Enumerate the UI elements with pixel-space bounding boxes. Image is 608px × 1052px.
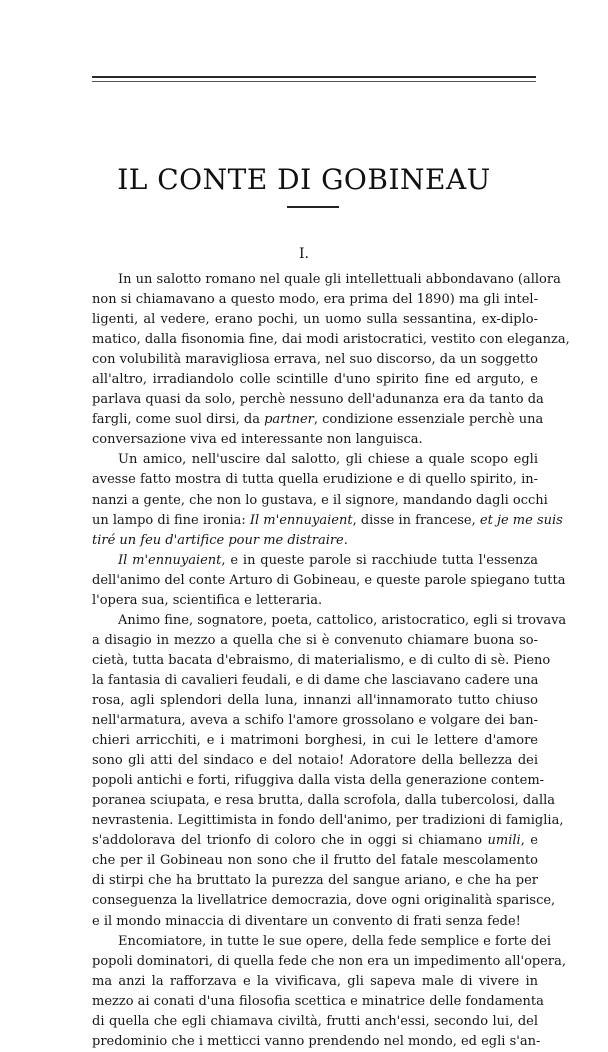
text-line: avesse fatto mostra di tutta quella erudizione e di quello spirito, in-: [92, 472, 538, 488]
text-line: a disagio in mezzo a quella che si è convenuto chiamare buona so-: [92, 632, 538, 648]
text-line: poranea sciupata, e resa brutta, dalla scrofola, dalla tubercolosi, dalla: [92, 793, 556, 809]
body-text: [92, 270, 570, 1052]
text-line: rosa, agli splendori della luna, innanzi all'innamorato tutto chiuso: [92, 692, 538, 708]
text-line: all'altro, irradiandolo colle scintille d'uno spirito fine ed arguto, e: [92, 372, 538, 388]
text-line: Encomiatore, in tutte le sue opere, della fede semplice e forte dei: [118, 933, 552, 949]
title-divider: [287, 206, 339, 208]
text-line: un lampo di fine ironia: Il m'ennuyaient, disse in francese, et je me suis: [92, 512, 563, 528]
text-line: che per il Gobineau non sono che il frutto del fatale mescolamento: [92, 853, 538, 869]
text-line: conseguenza la livellatrice democrazia, dove ogni originalità sparisce,: [92, 893, 556, 909]
paragraph: [92, 551, 566, 611]
text-line: popoli dominatori, di quella fede che non era un impedimento all'opera,: [92, 953, 567, 969]
text-line: l'opera sua, scientifica e letteraria.: [92, 592, 323, 608]
text-line: ma anzi la rafforzava e la vivificava, gli sapeva male di vivere in: [92, 973, 538, 989]
paragraph: [92, 932, 567, 1052]
text-line: predominio che i metticci vanno prendendo nel mondo, ed egli s'an-: [92, 1033, 541, 1049]
text-line: chieri arricchiti, e i matrimoni borghesi, in cui le lettere d'amore: [92, 733, 538, 749]
text-line: In un salotto romano nel quale gli intellettuali abbondavano (allora: [118, 272, 561, 287]
text-line: tiré un feu d'artifice pour me distraire.: [92, 532, 348, 548]
chapter-title: IL CONTE DI GOBINEAU: [117, 163, 491, 196]
header-rule-top: [92, 76, 536, 78]
text-line: la fantasia di cavalieri feudali, e di dame che lasciavano cadere una: [92, 672, 539, 688]
paragraph: [92, 450, 563, 550]
text-line: Il m'ennuyaient, e in queste parole si racchiude tutta l'essenza: [118, 552, 538, 568]
text-line: nevrastenia. Legittimista in fondo dell'animo, per tradizioni di famiglia,: [92, 813, 564, 829]
text-line: di stirpi che ha bruttato la purezza del sangue ariano, e che ha per: [92, 873, 538, 889]
text-line: popoli antichi e forti, rifuggiva dalla vista della generazione contem-: [92, 773, 545, 789]
text-line: nell'armatura, aveva a schifo l'amore grossolano e volgare dei ban-: [92, 713, 538, 729]
text-line: s'addolorava del trionfo di coloro che in oggi si chiamano umili, e: [92, 833, 538, 849]
text-line: Animo fine, sognatore, poeta, cattolico, aristocratico, egli si trovava: [118, 612, 567, 628]
text-line: conversazione viva ed interessante non languisca.: [92, 432, 423, 448]
text-line: fargli, come suol dirsi, da partner, condizione essenziale perchè una: [92, 412, 544, 428]
text-line: parlava quasi da solo, perchè nessuno dell'adunanza era da tanto da: [92, 392, 544, 408]
text-line: con volubilità maravigliosa errava, nel suo discorso, da un soggetto: [92, 352, 538, 368]
text-line: matico, dalla fisonomia fine, dai modi aristocratici, vestito con eleganza,: [92, 332, 570, 348]
text-line: Un amico, nell'uscire dal salotto, gli chiese a quale scopo egli: [118, 452, 538, 468]
section-number: I.: [299, 246, 309, 262]
text-line: non si chiamavano a questo modo, era prima del 1890) ma gli intel-: [92, 292, 538, 308]
text-line: nanzi a gente, che non lo gustava, e il signore, mandando dagli occhi: [92, 492, 548, 508]
text-line: di quella che egli chiamava civiltà, frutti anch'essi, secondo lui, del: [92, 1013, 538, 1029]
text-line: sono gli atti del sindaco e del notaio! Adoratore della bellezza dei: [92, 753, 538, 769]
text-line: dell'animo del conte Arturo di Gobineau, e queste parole spiegano tutta: [92, 572, 566, 588]
text-line: cietà, tutta bacata d'ebraismo, di materialismo, e di culto di sè. Pieno: [92, 652, 551, 668]
text-line: ligenti, al vedere, erano pochi, un uomo sulla sessantina, ex-diplo-: [92, 312, 538, 328]
header-rule-bottom: [92, 81, 536, 82]
text-line: e il mondo minaccia di diventare un convento di frati senza fede!: [92, 913, 521, 929]
text-line: mezzo ai conati d'una filosofia scettica e minatrice delle fondamenta: [92, 993, 544, 1009]
paragraph: [92, 270, 570, 450]
paragraph: [92, 611, 567, 932]
